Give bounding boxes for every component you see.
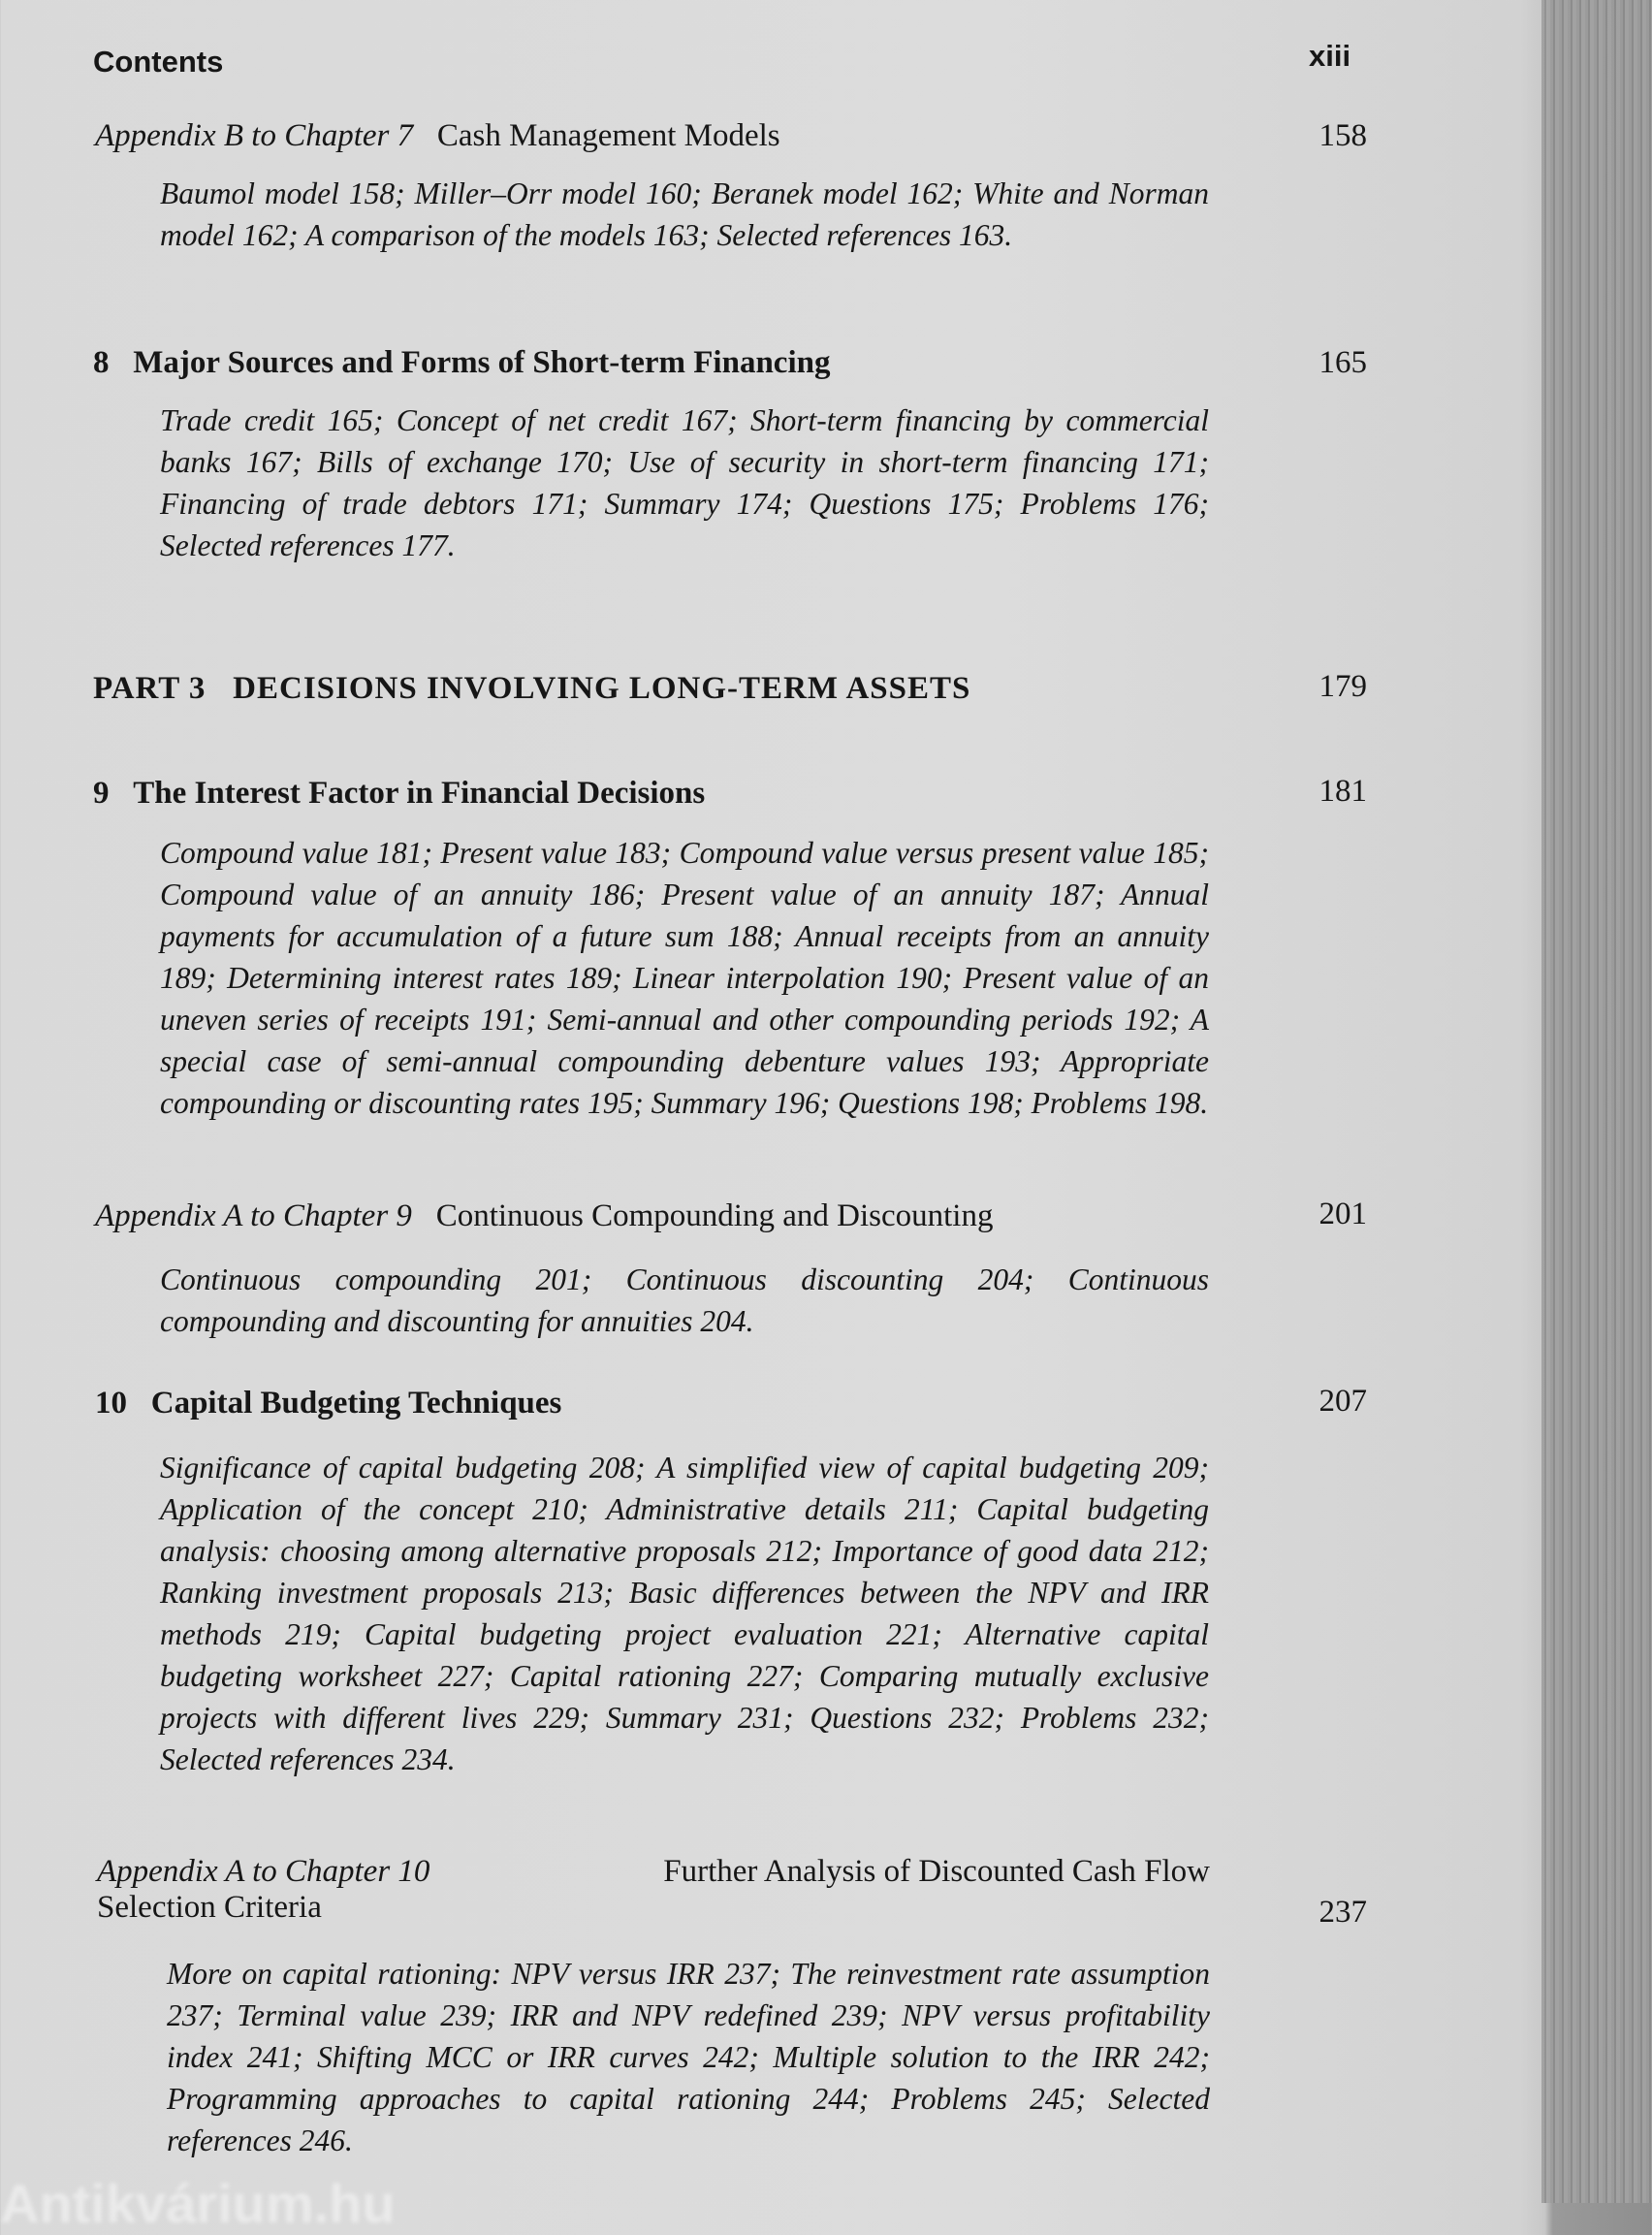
entry-prefix: Appendix A to Chapter 10 [97,1854,430,1889]
toc-entry-chapter-9 [93,776,705,812]
toc-entry-chapter-8 [93,345,830,381]
toc-part-3 [93,671,970,707]
entry-page: 181 [1318,774,1367,809]
entry-title: Cash Management Models [436,118,780,153]
entry-title: Major Sources and Forms of Short-term Financing [133,345,831,380]
entry-page: 201 [1318,1197,1367,1231]
toc-entry-chapter-10 [95,1386,561,1421]
entry-title: Further Analysis of Discounted Cash Flow [663,1854,1210,1889]
entry-prefix: Appendix A to Chapter 9 [95,1198,412,1233]
entry-page: 158 [1318,118,1367,153]
part-title: DECISIONS INVOLVING LONG-TERM ASSETS [233,671,971,706]
entry-description: Significance of capital budgeting 208; A simplified view of capital budgeting 209; Application of the concept 210; Administrative details 211; Capital budgeting analysis: choosing among alternative proposals 212; Importance of good data 212; Ranking investment proposals 213; Basic differences between the NPV and IRR methods 219; Capital budgeting project evaluation 221; Alternative capital budgeting worksheet 227; Capital rationing 227; Comparing mutually exclusive projects with different lives 229; Summary 231; Questions 232; Problems 232; Selected references 234. [160,1451,1209,1776]
entry-description: Continuous compounding 201; Continuous discounting 204; Continuous compounding and discounting for annuities 204. [160,1262,1209,1338]
entry-page: 179 [1318,669,1367,704]
entry-page: 207 [1318,1384,1367,1419]
entry-title: Continuous Compounding and Discounting [435,1198,994,1233]
entry-number: 9 [93,776,110,811]
entry-page: 237 [1318,1895,1367,1930]
book-page-edge [1541,0,1652,2203]
entry-description: Baumol model 158; Miller–Orr model 160; Beranek model 162; White and Norman model 162; A comparison of the models 163; Selected references 163. [160,176,1209,252]
toc-entry-appendix-a-ch10 [97,1854,1210,1926]
toc-entry-appendix-b-ch7 [95,118,780,154]
watermark: Antikvárium.hu [0,2173,396,2234]
toc-entry-appendix-a-ch9 [95,1198,993,1234]
entry-title: Capital Budgeting Techniques [150,1386,562,1421]
running-header-title: Contents [93,45,224,79]
entry-description: Compound value 181; Present value 183; Compound value versus present value 185; Compound value of an annuity 186; Present value of an annuity 187; Annual payments for accumulation of a future sum 188; Annual receipts from an annuity 189; Determining interest rates 189; Linear interpolation 190; Present value of an uneven series of receipts 191; Semi-annual and other compounding periods 192; A special case of semi-annual compounding debenture values 193; Appropriate compounding or discounting rates 195; Summary 196; Questions 198; Problems 198. [160,836,1209,1120]
entry-description: More on capital rationing: NPV versus IRR 237; The reinvestment rate assumption 237; Terminal value 239; IRR and NPV redefined 239; NPV versus profitability index 241; Shifting MCC or IRR curves 242; Multiple solution to the IRR 242; Programming approaches to capital rationing 244; Problems 245; Selected references 246. [167,1957,1210,2157]
part-number: PART 3 [93,671,206,706]
running-header-page-number: xiii [1309,39,1351,73]
entry-title-continued: Selection Criteria [97,1890,322,1925]
entry-prefix: Appendix B to Chapter 7 [95,118,414,153]
entry-description: Trade credit 165; Concept of net credit 167; Short-term financing by commercial banks 167; Bills of exchange 170; Use of security in short-term financing 171; Financing of trade debtors 171; Summary 174; Questions 175; Problems 176; Selected references 177. [160,403,1209,562]
entry-number: 8 [93,345,110,380]
entry-number: 10 [95,1386,127,1421]
entry-title: The Interest Factor in Financial Decisions [133,776,706,811]
entry-page: 165 [1318,345,1367,380]
